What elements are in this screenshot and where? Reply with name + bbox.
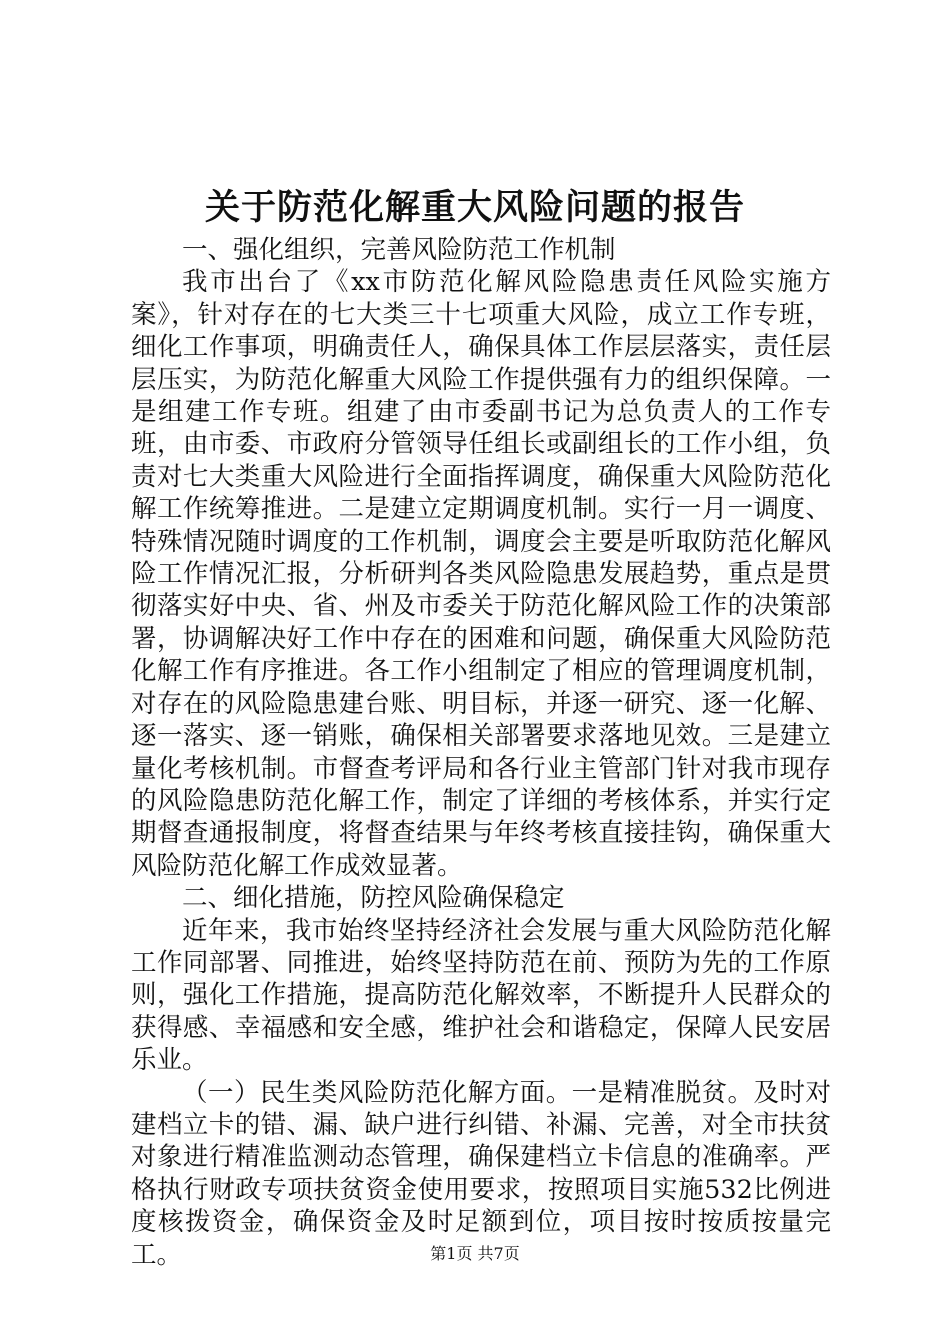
- body-paragraph-2: 近年来，我市始终坚持经济社会发展与重大风险防范化解工作同部署、同推进，始终坚持防范在前、预防为先的工作原则，强化工作措施，提高防范化解效率，不断提升人民群众的获得感、幸福感和安全感，维护社会和谐稳定，保障人民安居乐业。: [131, 915, 831, 1076]
- document-title: 关于防范化解重大风险问题的报告: [204, 187, 745, 228]
- section-heading-1: 一、强化组织，完善风险防范工作机制: [182, 235, 616, 265]
- document-body: [131, 234, 831, 1271]
- body-paragraph-1: 我市出台了《xx市防范化解风险隐患责任风险实施方案》，针对存在的七大类三十七项重大风险，成立工作专班，细化工作事项，明确责任人，确保具体工作层层落实，责任层层压实，为防范化解重大风险工作提供强有力的组织保障。一是组建工作专班。组建了由市委副书记为总负责人的工作专班，由市委、市政府分管领导任组长或副组长的工作小组，负责对七大类重大风险进行全面指挥调度，确保重大风险防范化解工作统筹推进。二是建立定期调度机制。实行一月一调度、特殊情况随时调度的工作机制，调度会主要是听取防范化解风险工作情况汇报，分析研判各类风险隐患发展趋势，重点是贯彻落实好中央、省、州及市委关于防范化解风险工作的决策部署，协调解决好工作中存在的困难和问题，确保重大风险防范化解工作有序推进。各工作小组制定了相应的管理调度机制，对存在的风险隐患建台账、明目标，并逐一研究、逐一化解、逐一落实、逐一销账，确保相关部署要求落地见效。三是建立量化考核机制。市督查考评局和各行业主管部门针对我市现存的风险隐患防范化解工作，制定了详细的考核体系，并实行定期督查通报制度，将督查结果与年终考核直接挂钩，确保重大风险防范化解工作成效显著。: [131, 267, 831, 881]
- page-number-footer: 第1页 共7页: [430, 1244, 520, 1263]
- body-paragraph-3: （一）民生类风险防范化解方面。一是精准脱贫。及时对建档立卡的错、漏、缺户进行纠错、补漏、完善，对全市扶贫对象进行精准监测动态管理，确保建档立卡信息的准确率。严格执行财政专项扶贫资金使用要求，按照项目实施532比例进度核拨资金，确保资金及时足额到位，项目按时按质按量完工。: [131, 1077, 831, 1270]
- section-heading-2: 二、细化措施，防控风险确保稳定: [182, 883, 565, 914]
